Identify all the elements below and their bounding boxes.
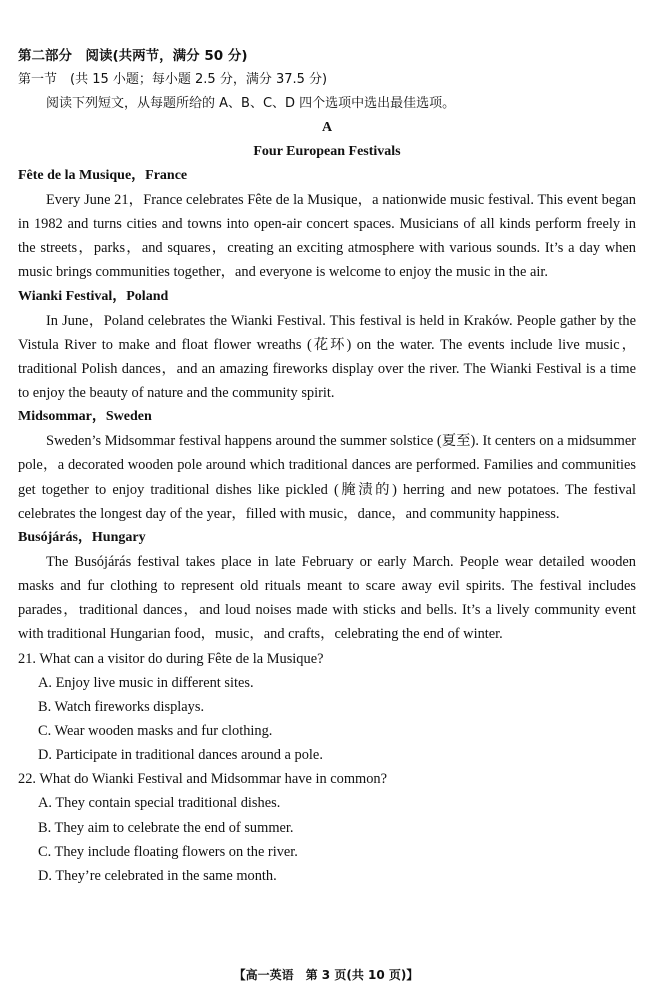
- festival-sweden: [18, 405, 636, 526]
- festival-paragraph: Sweden’s Midsommar festival happens around the summer solstice (夏至). It centers on a midsummer pole，a decorated wooden pole around which traditional dances are performed. Families and communities get together to enjoy traditional dishes like pickled (腌渍的) herring and new potatoes. The festival celebrates the longest day of the year，filled with music，dance，and community happiness.: [18, 433, 636, 522]
- festival-heading: Wianki Festival，Poland: [18, 288, 169, 304]
- festival-paragraph: In June，Poland celebrates the Wianki Festival. This festival is held in Kraków. People gather by the Vistula River to make and float flower wreaths (花环) on the water. The events include live music，traditional Polish dances，and an amazing fireworks display over the river. The Wianki Festival is a time to enjoy the beauty of nature and the community spirit.: [18, 312, 636, 402]
- option-c: C. They include floating flowers on the river.: [38, 843, 298, 860]
- option-d: D. Participate in traditional dances around a pole.: [38, 747, 323, 764]
- festival-heading: Busójárás，Hungary: [18, 529, 146, 545]
- section-title: 第一节 (共 15 小题；每小题 2.5 分，满分 37.5 分): [18, 72, 328, 87]
- festival-hungary: [18, 526, 636, 647]
- question-stem: 21. What can a visitor do during Fête de la Musique?: [18, 650, 324, 667]
- option-d: D. They’re celebrated in the same month.: [38, 867, 277, 884]
- option-b: B. Watch fireworks displays.: [38, 698, 205, 715]
- passage-title: Four European Festivals: [253, 144, 401, 159]
- passage-letter: A: [321, 120, 333, 135]
- option-a: A. They contain special traditional dishes.: [38, 795, 281, 812]
- part-title: 第二部分 阅读(共两节，满分 50 分): [18, 48, 248, 64]
- option-c: C. Wear wooden masks and fur clothing.: [38, 722, 273, 739]
- festival-poland: [18, 285, 636, 406]
- page-footer: 【高一英语 第 3 页(共 10 页)】: [233, 968, 419, 982]
- option-a: A. Enjoy live music in different sites.: [38, 674, 254, 691]
- festival-france: [18, 164, 636, 285]
- festival-paragraph: Every June 21，France celebrates Fête de la Musique，a nationwide music festival. This event began in 1982 and turns cities and towns into open-air concert spaces. Musicians of all kinds perform freely in the streets，parks，and squares，creating an exciting atmosphere with various sounds. It’s a day when music brings communities together，and everyone is welcome to enjoy the music in the air.: [18, 192, 636, 281]
- question-22: [18, 767, 636, 888]
- question-21: [18, 647, 636, 768]
- option-b: B. They aim to celebrate the end of summer.: [38, 819, 294, 836]
- question-stem: 22. What do Wianki Festival and Midsommar have in common?: [18, 771, 387, 788]
- festival-heading: Fête de la Musique，France: [18, 168, 188, 183]
- festival-paragraph: The Busójárás festival takes place in late February or early March. People wear detailed wooden masks and fur clothing to represent old rituals meant to scare away evil spirits. The festival includes parades，traditional dances，and loud noises made with sticks and bells. It’s a lively community event with traditional Hungarian food，music，and crafts，celebrating the end of winter.: [18, 553, 636, 643]
- festival-heading: Midsommar，Sweden: [18, 409, 152, 425]
- instruction: 阅读下列短文，从每题所给的 A、B、C、D 四个选项中选出最佳选项。: [46, 96, 456, 111]
